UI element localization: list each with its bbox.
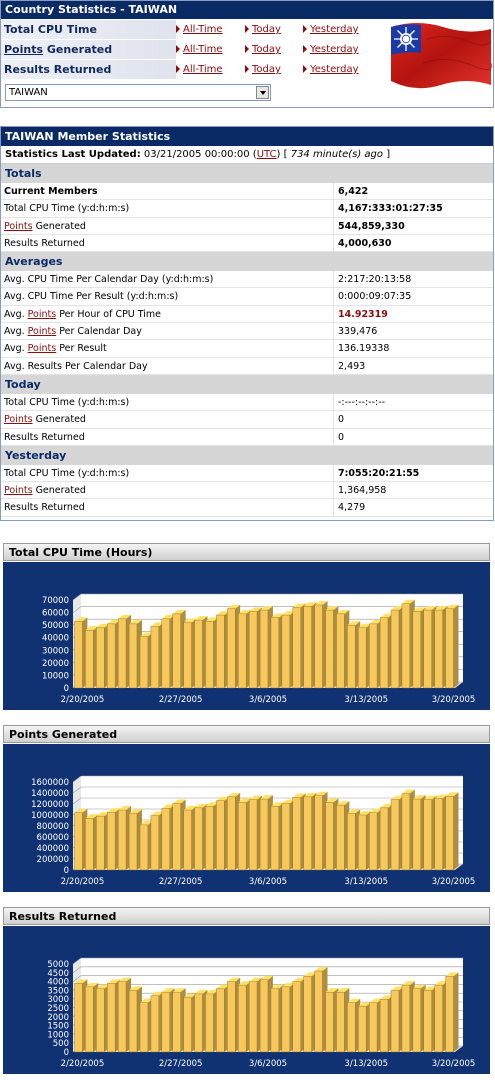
x-tick-label: 3/20/2005 [431,877,476,887]
bar-front [326,992,334,1052]
arrow-icon [303,45,307,53]
bar-front [402,794,410,870]
y-tick-label: 0 [63,866,69,876]
points-row [1,40,385,59]
bar-front [85,818,93,870]
bar-front [85,630,93,688]
bar-front [282,803,290,870]
bar-front [336,805,344,870]
table-row: Points Generated 1,364,958 [1,482,493,499]
chevron-down-icon[interactable] [256,86,269,99]
bar-front [205,621,213,688]
bar-front [358,1006,366,1052]
table-row: Points Generated 544,859,330 [1,218,493,235]
arrow-icon [303,65,307,73]
y-tick-label: 3500 [47,986,69,997]
country-select-value: TAIWAN [9,87,48,98]
panel-title: Country Statistics - TAIWAN [1,1,493,19]
bar-front [249,800,257,870]
chart-area [3,562,490,710]
bar-front [380,999,388,1052]
y-tick-label: 20000 [41,658,69,669]
bar-front [195,620,203,688]
bar-front [315,971,323,1052]
bar-front [96,989,104,1052]
x-tick-label: 3/6/2005 [248,877,288,887]
y-tick-label: 600000 [36,833,69,843]
bar-front [249,611,257,688]
y-tick-label: 10000 [41,671,69,682]
bar-front [304,976,312,1052]
x-tick-label: 3/20/2005 [431,1059,476,1069]
cpu-today-link[interactable]: Today [245,20,281,39]
cpu-time-chart-panel [3,543,490,705]
bar-front [216,615,224,688]
member-statistics-panel [0,126,494,521]
y-tick-label: 1000000 [31,811,69,821]
bar-front [162,808,170,870]
section-today: Today [1,375,493,394]
bar-front [140,1003,148,1052]
bar-front [424,800,432,870]
table-row: Points Generated 0 [1,411,493,428]
bar-front [173,992,181,1052]
bar-front [227,797,235,870]
y-tick-label: 4000 [47,977,69,988]
bar-front [391,610,399,688]
y-tick-label: 70000 [41,596,69,606]
panel-title: TAIWAN Member Statistics [1,127,493,146]
table-row: Avg. Points Per Result 136.19338 [1,340,493,357]
y-tick-label: 2500 [47,1004,69,1014]
bar-front [107,624,115,688]
table-row: Results Returned 0 [1,429,493,446]
bar-front [85,987,93,1052]
bar-front [195,808,203,870]
points-yesterday-link[interactable]: Yesterday [303,40,359,59]
table-row: Avg. Results Per Calendar Day 2,493 [1,358,493,375]
bar-front [140,825,148,870]
bar-front [326,802,334,870]
bar-front [347,625,355,688]
points-link[interactable]: Points [4,220,33,232]
points-link[interactable]: Points [4,485,33,497]
last-updated: Statistics Last Updated: 03/21/2005 00:00:00 (UTC) [ 734 minute(s) ago ] [1,146,493,164]
y-tick-label: 4500 [47,968,69,979]
bar-front [260,799,268,870]
points-link[interactable]: Points [27,326,57,338]
bar-front [173,803,181,870]
y-tick-label: 3000 [47,995,69,1006]
x-tick-label: 3/6/2005 [248,695,288,705]
arrow-icon [303,25,307,33]
y-tick-label: 2000 [47,1012,69,1023]
bar-front [151,996,159,1052]
cpu-time-chart [3,562,490,710]
points-chart [3,744,490,892]
x-tick-label: 3/13/2005 [344,877,389,887]
bar-front [413,611,421,688]
table-row: Avg. CPU Time Per Calendar Day (y:d:h:m:s) 2:217:20:13:58 [1,271,493,288]
x-tick-label: 2/27/2005 [158,695,203,705]
points-link[interactable]: Points [4,414,33,426]
bar-front [282,987,290,1052]
bar-front [380,618,388,688]
x-tick-label: 2/20/2005 [60,695,105,705]
y-tick-label: 500 [52,1039,69,1050]
bar-front [271,806,279,870]
y-tick-label: 0 [63,1048,69,1058]
chart-title: Total CPU Time (Hours) [3,543,490,561]
bar-front [151,626,159,688]
table-row: Results Returned 4,000,630 [1,235,493,252]
table-row: Avg. Points Per Hour of CPU Time 14.92319 [1,306,493,323]
bar-side [453,605,458,688]
bar-front [304,606,312,688]
x-tick-label: 3/13/2005 [344,1059,389,1069]
table-row: Total CPU Time (y:d:h:m:s) -:---:--:--:-- [1,394,493,411]
bar-front [347,1003,355,1052]
bar-side [453,792,458,870]
bar-front [402,985,410,1052]
bar-front [347,813,355,870]
bar-front [293,982,301,1052]
bar-front [96,628,104,688]
bar-front [315,796,323,870]
table-row: Current Members 6,422 [1,183,493,200]
bar-front [140,636,148,688]
section-totals: Totals [1,164,493,183]
bar-front [216,801,224,870]
bar-front [96,816,104,870]
chart-title: Points Generated [3,725,490,743]
utc-link[interactable]: UTC [256,149,277,160]
cpu-alltime-link[interactable]: All-Time [176,20,223,39]
y-tick-label: 1000 [47,1030,69,1041]
bar-front [205,806,213,870]
bar [446,792,459,870]
table-row: Total CPU Time (y:d:h:m:s) 7:055:20:21:55 [1,465,493,482]
chart-area [3,926,490,1074]
points-label-link[interactable]: Points [4,43,44,56]
bar-front [75,813,83,870]
section-yesterday: Yesterday [1,446,493,465]
points-link[interactable]: Points [27,308,57,320]
bar-front [195,994,203,1052]
bar-front [238,802,246,870]
bar-front [424,990,432,1052]
bar-front [424,610,432,688]
y-tick-label: 1200000 [31,800,69,810]
bar-front [184,810,192,870]
row-label: Total CPU Time [1,20,176,39]
y-tick-label: 40000 [41,633,69,644]
chart-area [3,744,490,892]
bar-front [151,816,159,870]
bar-front [129,813,137,870]
bar-front [446,796,454,870]
table-row: Avg. CPU Time Per Result (y:d:h:m:s) 0:000:09:07:35 [1,288,493,305]
y-tick-label: 60000 [41,608,69,619]
points-chart-panel [3,725,490,887]
x-tick-label: 3/20/2005 [431,695,476,705]
bar-front [205,994,213,1052]
bar-front [75,983,83,1052]
cpu-yesterday-link[interactable]: Yesterday [303,20,359,39]
bar-front [293,608,301,688]
country-select[interactable] [5,84,271,101]
results-chart-panel [3,907,490,1069]
bar-front [107,812,115,870]
results-today-link[interactable]: Today [245,60,281,79]
bar-front [413,799,421,870]
bar-front [326,610,334,688]
y-tick-label: 5000 [47,960,69,970]
y-tick-label: 400000 [36,844,69,854]
y-tick-label: 800000 [36,822,69,832]
bar-front [260,980,268,1052]
arrow-icon [245,65,249,73]
bar-front [184,997,192,1052]
bar-front [435,985,443,1052]
results-row [1,60,385,79]
chart-title: Results Returned [3,907,490,925]
bar-front [446,976,454,1052]
results-alltime-link[interactable]: All-Time [176,60,223,79]
x-tick-label: 2/27/2005 [158,1059,203,1069]
bar-front [402,604,410,688]
bar-front [391,800,399,870]
country-statistics-panel [0,0,494,108]
x-tick-label: 2/20/2005 [60,877,105,887]
bar-front [162,619,170,688]
bar [446,605,459,688]
bar-front [369,624,377,688]
points-today-link[interactable]: Today [245,40,281,59]
bar-front [293,797,301,870]
bar-front [380,808,388,870]
bar [446,972,459,1052]
points-alltime-link[interactable]: All-Time [176,40,223,59]
y-tick-label: 1600000 [31,778,69,788]
bar-front [129,990,137,1052]
bar-front [435,610,443,688]
bar-front [391,990,399,1052]
bar-front [249,982,257,1052]
bar-front [162,992,170,1052]
arrow-icon [176,25,180,33]
bar-front [238,985,246,1052]
x-tick-label: 2/20/2005 [60,1059,105,1069]
bar-front [118,810,126,870]
y-tick-label: 0 [63,684,69,694]
bar-front [336,992,344,1052]
row-label: Points Generated [1,40,176,59]
bar-front [315,605,323,688]
x-tick-label: 2/27/2005 [158,877,203,887]
results-chart [3,926,490,1074]
bar-front [304,797,312,870]
cpu-time-row [1,20,385,39]
bar-front [118,982,126,1052]
bar-front [336,614,344,688]
bar-front [282,615,290,688]
bar-front [238,614,246,688]
points-link[interactable]: Points [27,343,57,355]
section-averages: Averages [1,252,493,271]
bar-front [227,609,235,688]
bar-front [369,813,377,870]
x-tick-label: 3/13/2005 [344,695,389,705]
bar-front [227,982,235,1052]
bar-front [271,618,279,688]
y-tick-label: 1400000 [31,789,69,799]
bar-front [107,983,115,1052]
bar-front [271,989,279,1052]
bar-front [173,614,181,688]
arrow-icon [176,45,180,53]
x-tick-label: 3/6/2005 [248,1059,288,1069]
bar-front [435,799,443,871]
y-tick-label: 30000 [41,646,69,657]
taiwan-flag-icon [387,19,493,91]
table-row: Results Returned 4,279 [1,499,493,516]
table-row: Avg. Points Per Calendar Day 339,476 [1,323,493,340]
bar-side [453,972,458,1052]
bar-front [75,621,83,688]
results-yesterday-link[interactable]: Yesterday [303,60,359,79]
bar-front [358,815,366,870]
bar-front [129,624,137,688]
bar-front [358,628,366,688]
bar-front [413,989,421,1052]
bar-front [216,989,224,1052]
arrow-icon [176,65,180,73]
bar-front [118,619,126,688]
bar-front [184,623,192,688]
row-label: Results Returned [1,60,176,79]
arrow-icon [245,25,249,33]
bar-front [260,610,268,688]
y-tick-label: 50000 [41,621,69,632]
y-tick-label: 1500 [47,1021,69,1032]
bar-front [369,1003,377,1052]
bar-front [446,609,454,688]
arrow-icon [245,45,249,53]
table-row: Total CPU Time (y:d:h:m:s) 4,167:333:01:27:35 [1,200,493,217]
y-tick-label: 200000 [36,855,69,865]
